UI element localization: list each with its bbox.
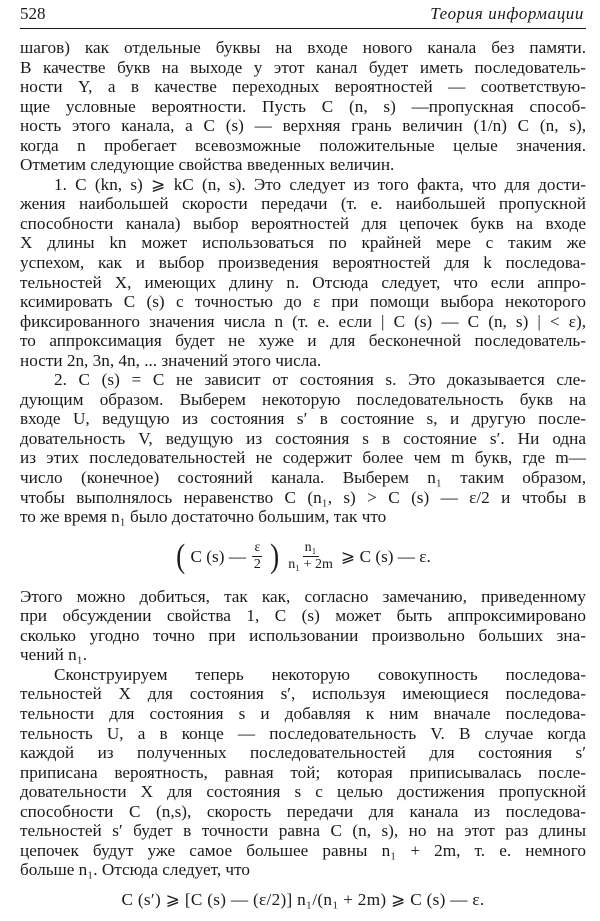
text-line: фиксированного значения числа n (т. е. если | C (s) — C (n, s) | < ε), [20, 311, 586, 331]
text-line: тельностей s′ будет в точности равна C (n, s), но на этот раз длины [20, 821, 586, 841]
text-line: каждой из полученных последовательностей для состояния s′ [20, 743, 586, 763]
paragraph-property-1 [20, 175, 586, 370]
text-line: 1. C (kn, s) ⩾ kC (n, s). Это следует из того факта, что для дости- [54, 174, 586, 194]
text-line: тельность U, а в конце — последовательность V. В случае когда [20, 723, 586, 743]
text-line: цепочек будут уже самое большее равны n₁ + 2m, т. е. немного [20, 840, 586, 860]
text-line: больше n₁. Отсюда следует, что [20, 860, 250, 880]
page-number: 528 [20, 4, 46, 23]
formula-right: ⩾ C (s) — ε. [340, 546, 431, 566]
page-header [20, 2, 586, 29]
right-paren: ) [270, 537, 280, 575]
paragraph-construction [20, 665, 586, 880]
display-formula-2: C (s′) ⩾ [C (s) — (ε/2)] n₁/(n₁ + 2m) ⩾ C (s) — ε. [121, 889, 485, 909]
text-line: довательности X для состояния s с целью достижения пропускной [20, 782, 586, 802]
text-line: способности C (n,s), скорость передачи для канала из последова- [20, 801, 586, 821]
fraction-numerator: n₁ [304, 540, 317, 556]
paragraph-1 [20, 38, 586, 175]
text-line: чтобы выполнялось неравенство C (n₁, s) > C (s) — ε/2 и чтобы в [20, 487, 586, 507]
text-line: способности канала) выбор вероятностей для цепочек букв на входе [20, 213, 586, 233]
fraction-epsilon-over-2 [252, 540, 263, 573]
page-body [20, 38, 586, 909]
formula-left: C (s) — [190, 546, 246, 566]
text-line: тельности для состояния s и добавляя к ним вначале последова- [20, 703, 586, 723]
fraction-numerator: ε [254, 540, 261, 556]
text-line: то же время n₁ было достаточно большим, так что [20, 507, 387, 527]
text-line: довательность V, ведущую из состояния s в состояние s′. Ни одна [20, 428, 586, 448]
text-line: дующим образом. Выберем некоторую последовательность букв на [20, 389, 586, 409]
text-line: при обсуждении свойства 1, C (s) может быть аппроксимировано [20, 606, 586, 626]
text-line: число (конечное) состояний канала. Выберем n₁ таким образом, [20, 468, 586, 488]
text-line: тельностей X, имеющих длину n. Отсюда следует, что если аппро- [20, 272, 586, 292]
fraction-denominator: n₁ + 2m [288, 557, 333, 573]
paragraph-property-2 [20, 370, 586, 526]
text-line: ность этого канала, а C (s) — верхняя грань величин (1/n) C (n, s), [20, 116, 586, 136]
book-page [20, 0, 586, 921]
text-line: ности Y, а в качестве переходных вероятностей — соответствую- [20, 77, 586, 97]
text-line: из этих последовательностей не содержит более чем m букв, где m— [20, 448, 586, 468]
text-line: когда n пробегает всевозможные положительные целые значения. [20, 135, 586, 155]
text-line: X длины kn может использоваться по крайней мере с таким же [20, 233, 586, 253]
text-line: ксимировать C (s) с точностью до ε при помощи выбора некоторого [20, 292, 586, 312]
running-head: Теория информации [430, 4, 584, 23]
text-line: щие условные вероятности. Пусть C (n, s) —пропускная способ- [20, 96, 586, 116]
text-line: успехом, как и выбор произведения вероятностей для k последова- [20, 253, 586, 273]
paragraph-remark [20, 587, 586, 665]
text-line: то аппроксимация будет не хуже и для бесконечной последователь- [20, 331, 586, 351]
text-line: тельностей X для состояния s′, используя имеющиеся последова- [20, 684, 586, 704]
fraction-n1-over-n1-plus-2m [286, 540, 335, 573]
text-line: Этого можно добиться, так как, согласно замечанию, приведенному [20, 586, 586, 606]
text-line: шагов) как отдельные буквы на входе нового канала без памяти. [20, 38, 586, 57]
text-line: сколько угодно точно при использовании произвольно больших зна- [20, 625, 586, 645]
left-paren: ( [176, 537, 186, 575]
fraction-denominator: 2 [253, 557, 261, 573]
display-formula-1 [20, 531, 586, 583]
text-line: жения наибольшей скорости передачи (т. е. наибольшей пропускной [20, 194, 586, 214]
text-line: В качестве букв на выходе y этот канал будет иметь последователь- [20, 57, 586, 77]
text-line: 2. C (s) = C не зависит от состояния s. Это доказывается сле- [54, 370, 586, 390]
text-line: Сконструируем теперь некоторую совокупность последова- [54, 664, 586, 684]
text-line: чений n₁. [20, 645, 88, 665]
text-line: приписана вероятность, равная той; которая приписывалась после- [20, 762, 586, 782]
text-line: ности 2n, 3n, 4n, ... значений этого числа. [20, 350, 322, 370]
text-line: Отметим следующие свойства введенных величин. [20, 155, 395, 175]
text-line: входе U, ведущую из состояния s′ в состояние s, и другую после- [20, 409, 586, 429]
